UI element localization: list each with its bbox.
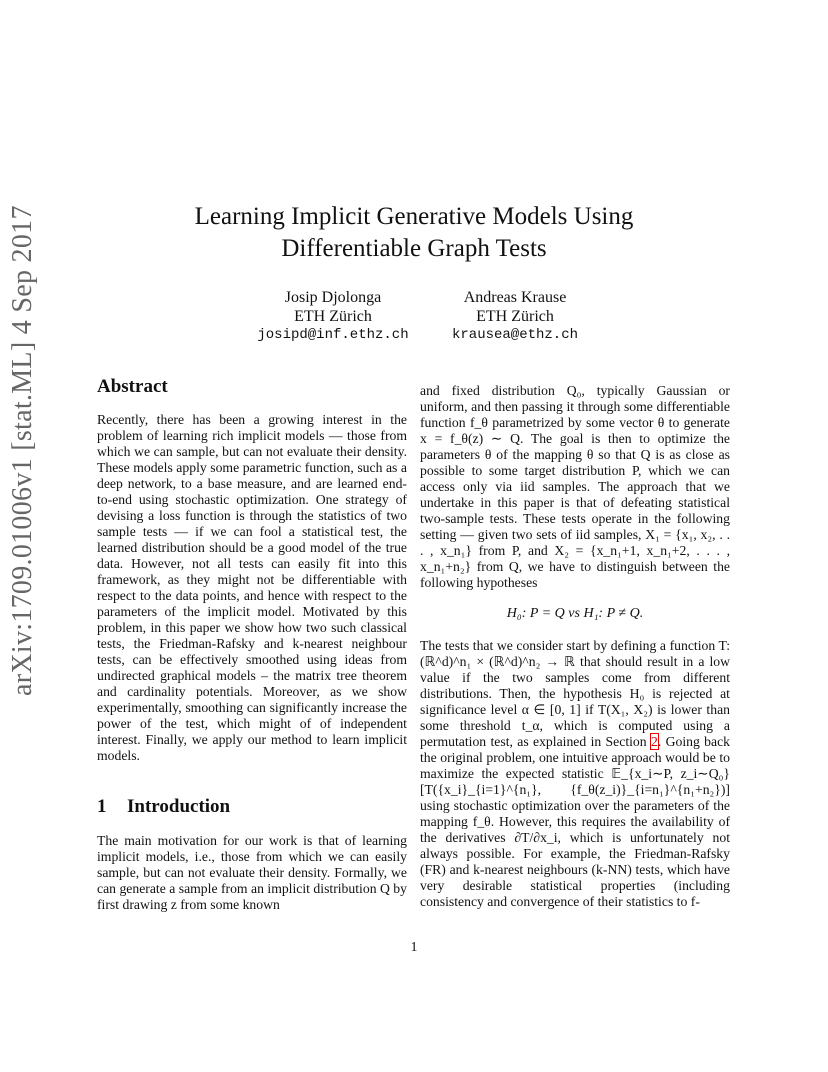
section-title: Introduction <box>127 796 231 817</box>
right-para-2-text-a: The tests that we consider start by defining a function T: (ℝ^d)^n₁ × (ℝ^d)^n₂ → ℝ that should result in a low value if the two samples come from different distributions. Then, the hypothesis H₀ is rejected at significance level α ∈ [0, 1] if T(X₁, X₂) is lower than some threshold t_α, which is computed using a permutation test, as explained in Section <box>420 638 730 749</box>
author-affiliation: ETH Zürich <box>476 308 554 325</box>
author-email[interactable]: krausea@ethz.ch <box>451 327 579 343</box>
title-line-1: Learning Implicit Generative Models Using <box>194 203 634 230</box>
right-para-1-text: and fixed distribution Q₀, typically Gaussian or uniform, and then passing it through some differentiable function f_θ parametrized by some vector θ to generate x = f_θ(z) ∼ Q. The goal is then to optimize the parameters θ of the mapping θ so that Q is as close as possible to some target distribution P, which we can access only via iid samples. The approach that we undertake in this paper is that of defeating statistical two-sample tests. These tests operate in the following setting — given two sets of iid samples, X₁ = {x₁, x₂, . . . , x_n₁} from P, and X₂ = {x_n₁+1, x_n₁+2, . . . , x_n₁+n₂} from Q, we have to distinguish between the following hypotheses <box>420 383 730 590</box>
author-block-1 <box>238 288 428 345</box>
author-affiliation: ETH Zürich <box>294 308 372 325</box>
hypotheses-equation: H₀: P = Q vs H₁: P ≠ Q. <box>506 606 644 621</box>
author-name: Josip Djolonga <box>284 289 382 306</box>
page-number: 1 <box>410 940 418 955</box>
introduction-text: The main motivation for our work is that of learning implicit models, i.e., those from which we can easily sample, but can not evaluate their density. Formally, we can generate a sample from an implicit distribution Q by first drawing z from some known <box>97 833 407 912</box>
abstract-text: Recently, there has been a growing interest in the problem of learning rich implicit models — those from which we can sample, but can not evaluate their density. These models apply some parametric function, such as a deep network, to a base measure, and are learned end-to-end using stochastic optimization. One strategy of devising a loss function is through the statistics of two sample tests — if we can fool a statistical test, the learned distribution should be a good model of the true data. However, not all tests can easily fit into this framework, as they might not be differentiable with respect to the data points, and hence with respect to the parameters of the implicit model. Motivated by this problem, in this paper we show how two such classical tests, the Friedman-Rafsky and k-nearest neighbour tests, can be effectively smoothed using ideas from undirected graphical models – the matrix tree theorem and cardinality potentials. Moreover, as we show experimentally, smoothing can significantly increase the power of the test, which might of of independent interest. Finally, we apply our method to learn implicit models. <box>97 412 407 763</box>
author-name: Andreas Krause <box>463 289 567 306</box>
abstract-body <box>97 412 407 764</box>
right-column-para-2 <box>420 638 730 910</box>
arxiv-identifier: arXiv:1709.01006v1 [stat.ML] 4 Sep 2017 <box>7 205 38 696</box>
section-reference-link[interactable]: 2 <box>650 734 658 749</box>
introduction-heading <box>97 796 230 818</box>
title-line-2: Differentiable Graph Tests <box>281 235 547 262</box>
right-para-2 <box>420 638 730 910</box>
paper-title <box>0 201 828 265</box>
abstract-heading: Abstract <box>97 376 168 397</box>
section-number: 1 <box>97 796 107 817</box>
right-para-2-text-b: . Going back the original problem, one intuitive approach would be to maximize the expected statistic 𝔼_{x_i∼P, z_i∼Q₀}[T({x_i}_{i=1}^{n₁}, {f_θ(z_i)}_{i=n₁}^{n₁+n₂})] using stochastic optimization over the parameters of the mapping f_θ. However, this requires the availability of the derivatives ∂T/∂x_i, which is unfortunately not always possible. For example, the Friedman-Rafsky (FR) and k-nearest neighbours (k-NN) tests, which have very desirable statistical properties (including consistency and convergence of their statistics to f- <box>420 734 731 909</box>
right-column-para-1 <box>420 383 730 591</box>
author-block-2 <box>420 288 610 345</box>
author-email[interactable]: josipd@inf.ethz.ch <box>257 327 409 343</box>
introduction-body <box>97 833 407 913</box>
